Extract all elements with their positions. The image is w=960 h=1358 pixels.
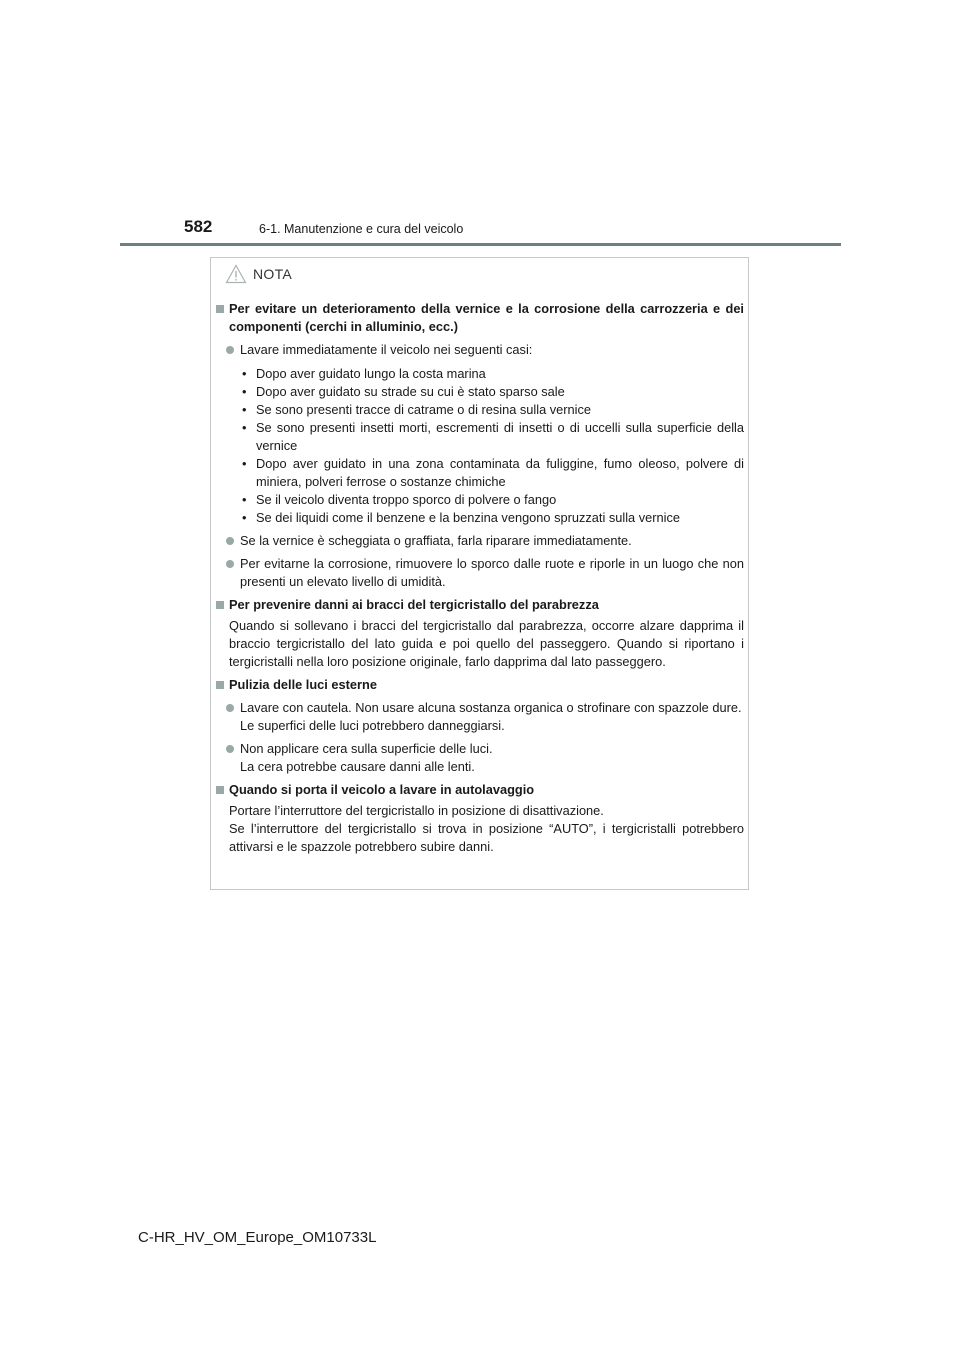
- note-content: [216, 300, 744, 861]
- note-section: [216, 676, 744, 776]
- circle-bullet-icon: [226, 346, 234, 354]
- square-bullet-icon: [216, 601, 224, 609]
- paragraph: Portare l’interruttore del tergicristallo in posizione di disattivazione. Se l’interruttore del tergicristallo si trova in posizione “AUTO”, i tergicristalli potrebbero attivarsi e le spazzole potrebbero subire danni.: [229, 803, 744, 854]
- sub-list-item: • Se dei liquidi come il benzene e la benzina vengono spruzzati sulla vernice: [242, 510, 680, 525]
- sub-list-item: • Dopo aver guidato su strade su cui è stato sparso sale: [242, 384, 565, 399]
- square-bullet-icon: [216, 305, 224, 313]
- list-item: Lavare immediatamente il veicolo nei seguenti casi:: [226, 341, 744, 359]
- page-number: 582: [184, 217, 213, 236]
- paragraph: Quando si sollevano i bracci del tergicristallo dal parabrezza, occorre alzare dapprima il braccio tergicristallo del lato guida e poi quello del passeggero. Quando si riportano i tergicristalli nella loro posizione originale, farlo dapprima dal lato passeggero.: [229, 618, 744, 669]
- square-bullet-icon: [216, 786, 224, 794]
- header-rule: [120, 243, 841, 246]
- list-item: Lavare con cautela. Non usare alcuna sostanza organica o strofinare con spazzole dure. Le superfici delle luci potrebbero danneggiarsi.: [226, 699, 744, 735]
- note-section: [216, 781, 744, 856]
- warning-triangle-icon: [225, 264, 247, 284]
- note-section: [216, 300, 744, 591]
- list-item: Per evitarne la corrosione, rimuovere lo sporco dalle ruote e riporle in un luogo che non presenti un elevato livello di umidità.: [226, 555, 744, 591]
- sub-list-item: • Se il veicolo diventa troppo sporco di polvere o fango: [242, 492, 557, 507]
- note-label: NOTA: [253, 266, 293, 282]
- section-title: 6-1. Manutenzione e cura del veicolo: [259, 222, 464, 236]
- sub-list-item: • Dopo aver guidato lungo la costa marina: [242, 366, 486, 381]
- section-heading: Per prevenire danni ai bracci del tergicristallo del parabrezza: [216, 596, 744, 614]
- list-item: Non applicare cera sulla superficie delle luci. La cera potrebbe causare danni alle lenti.: [226, 740, 744, 776]
- section-heading: Quando si porta il veicolo a lavare in autolavaggio: [216, 781, 744, 799]
- sub-list-item: • Se sono presenti insetti morti, escrementi di insetti o di uccelli sulla superficie della vernice: [242, 420, 744, 453]
- list-item: Se la vernice è scheggiata o graffiata, farla riparare immediatamente.: [226, 532, 744, 550]
- note-box: [210, 257, 749, 890]
- circle-bullet-icon: [226, 745, 234, 753]
- note-header: [225, 261, 292, 287]
- sub-list-item: • Dopo aver guidato in una zona contaminata da fuliggine, fumo oleoso, polvere di miniera, polveri ferrose o sostanze chimiche: [242, 456, 744, 489]
- circle-bullet-icon: [226, 704, 234, 712]
- square-bullet-icon: [216, 681, 224, 689]
- section-heading: Per evitare un deterioramento della vernice e la corrosione della carrozzeria e dei componenti (cerchi in alluminio, ecc.): [216, 300, 744, 336]
- document-code: C-HR_HV_OM_Europe_OM10733L: [138, 1229, 377, 1246]
- circle-bullet-icon: [226, 537, 234, 545]
- note-section: [216, 596, 744, 671]
- sub-list: [236, 365, 744, 527]
- section-heading: Pulizia delle luci esterne: [216, 676, 744, 694]
- sub-list-item: • Se sono presenti tracce di catrame o di resina sulla vernice: [242, 402, 592, 417]
- circle-bullet-icon: [226, 560, 234, 568]
